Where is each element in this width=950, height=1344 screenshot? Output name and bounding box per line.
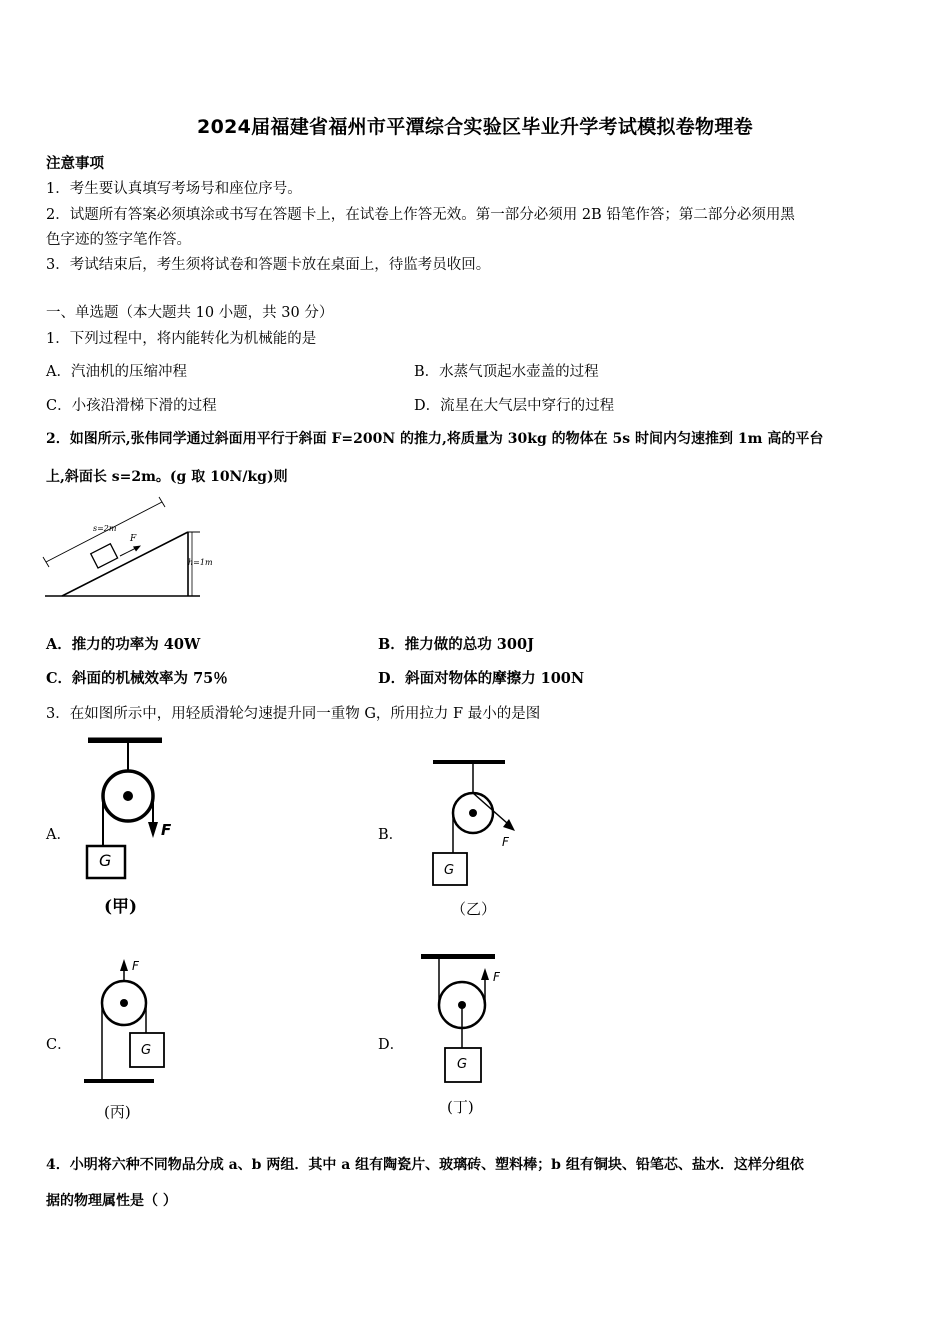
q1-stem: 1．下列过程中，将内能转化为机械能的是	[46, 331, 317, 347]
caption-b: （乙）	[451, 900, 497, 918]
q2-option-d: D．斜面对物体的摩擦力 100N	[378, 670, 585, 687]
weight-label-b: G	[444, 863, 455, 878]
q3-option-b-letter: B．	[378, 827, 404, 843]
pulley-figure-a	[80, 734, 190, 924]
f-label: F	[130, 534, 137, 544]
q2-option-a: A．推力的功率为 40W	[46, 636, 201, 653]
q2-stem-line2: 上,斜面长 s=2m。(g 取 10N/kg)则	[46, 469, 288, 485]
q1-option-d: D．流星在大气层中穿行的过程	[414, 398, 615, 414]
q3-option-a-letter: A．	[46, 827, 71, 843]
q2-option-c: C．斜面的机械效率为 75％	[46, 670, 228, 687]
s-label: s=2m	[93, 524, 117, 533]
exam-title: 2024届福建省福州市平潭综合实验区毕业升学考试模拟卷物理卷	[197, 116, 753, 138]
h-label: h=1m	[188, 558, 213, 567]
notice-item-2: 2．试题所有答案必须填涂或书写在答题卡上，在试卷上作答无效。第一部分必须用 2B 铅笔作答；第二部分必须用黑	[46, 207, 795, 223]
caption-a: (甲)	[104, 897, 138, 917]
q1-option-b: B．水蒸气顶起水壶盖的过程	[414, 364, 599, 380]
force-label-d: F	[493, 970, 500, 984]
pulley-figure-d	[415, 950, 525, 1125]
q1-option-a: A．汽油机的压缩冲程	[46, 364, 187, 380]
q4-stem-line2: 据的物理属性是（ ）	[46, 1193, 177, 1209]
q1-option-c: C．小孩沿滑梯下滑的过程	[46, 398, 217, 414]
notice-heading: 注意事项	[46, 155, 104, 172]
weight-label-c: G	[141, 1043, 152, 1058]
weight-label-a: G	[99, 851, 112, 870]
weight-label-d: G	[457, 1057, 468, 1072]
force-label-b: F	[502, 835, 509, 849]
q2-stem-line1: 2．如图所示,张伟同学通过斜面用平行于斜面 F=200N 的推力,将质量为 30kg 的物体在 5s 时间内匀速推到 1m 高的平台	[46, 431, 824, 447]
q2-option-b: B．推力做的总功 300J	[378, 636, 534, 653]
force-label-c: F	[132, 959, 139, 973]
q3-option-d-letter: D．	[378, 1037, 405, 1053]
caption-c: (丙)	[104, 1103, 131, 1121]
notice-item-3: 3．考试结束后，考生须将试卷和答题卡放在桌面上，待监考员收回。	[46, 257, 491, 273]
notice-item-1: 1．考生要认真填写考场号和座位序号。	[46, 181, 302, 197]
pulley-figure-b	[425, 755, 535, 925]
pulley-figure-c	[80, 955, 190, 1130]
force-label-a: F	[161, 821, 172, 839]
notice-item-2-cont: 色字迹的签字笔作答。	[46, 232, 191, 248]
q3-option-c-letter: C．	[46, 1037, 72, 1053]
q4-stem-line1: 4．小明将六种不同物品分成 a、b 两组．其中 a 组有陶瓷片、玻璃砖、塑料棒；b 组有铜块、铅笔芯、盐水．这样分组依	[46, 1157, 804, 1173]
incline-figure	[40, 496, 213, 600]
caption-d: (丁)	[447, 1098, 474, 1116]
q3-stem: 3．在如图所示中，用轻质滑轮匀速提升同一重物 G，所用拉力 F 最小的是图	[46, 706, 541, 722]
section-heading: 一、单选题（本大题共 10 小题，共 30 分）	[46, 305, 334, 321]
